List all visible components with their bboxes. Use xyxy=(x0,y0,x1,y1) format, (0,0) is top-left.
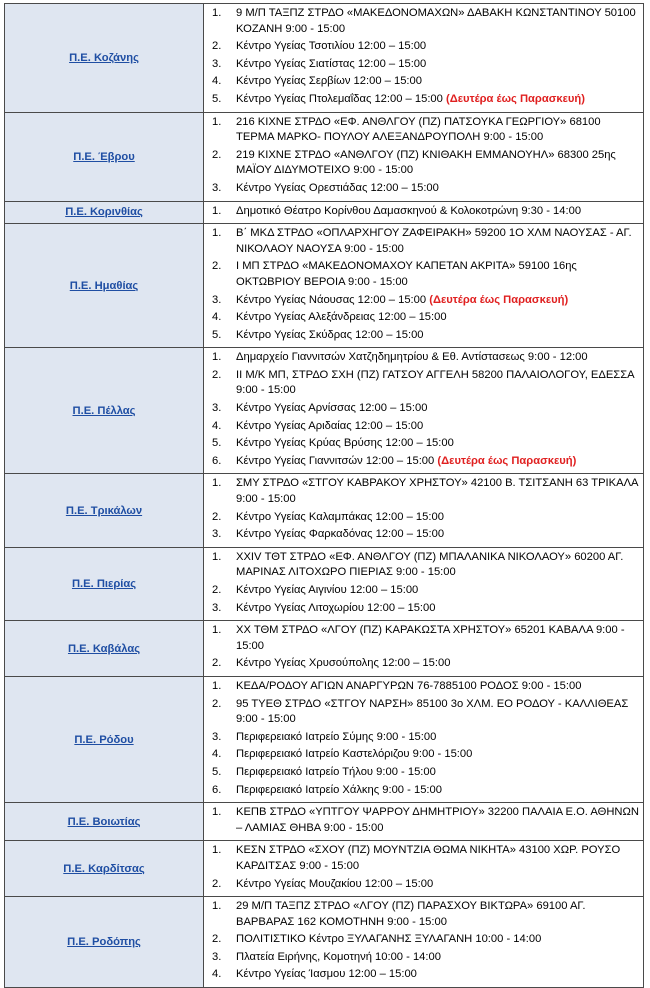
locations-cell xyxy=(204,348,644,474)
location-text: Κέντρο Υγείας Αριδαίας 12:00 – 15:00 xyxy=(236,419,424,432)
item-number: 1. xyxy=(212,624,222,637)
list-item xyxy=(208,476,639,507)
item-text-wrap xyxy=(236,74,639,90)
location-text: Περιφερειακό Ιατρείο Τήλου 9:00 - 15:00 xyxy=(236,765,436,778)
item-text-wrap xyxy=(236,747,639,763)
location-text: ΠΟΛΙΤΙΣΤΙΚΟ Κέντρο ΞΥΛΑΓΑΝΗΣ ΞΥΛΑΓΑΝΗ 10:00 - 14:00 xyxy=(236,933,542,946)
item-number: 2. xyxy=(212,368,222,381)
region-link[interactable]: Π.Ε. Κορινθίας xyxy=(65,206,143,219)
table-row xyxy=(5,803,644,841)
item-number: 5. xyxy=(212,765,222,778)
location-text: ΚΕΠΒ ΣΤΡΔΟ «ΥΠΤΓΟΥ ΨΑΡΡΟΥ ΔΗΜΗΤΡΙΟΥ» 32200 ΠΑΛΑΙΑ Ε.Ο. ΑΘΗΝΩΝ – ΛΑΜΙΑΣ ΘΗΒΑ 9:00 - 15:00 xyxy=(236,806,639,834)
region-link[interactable]: Π.Ε. Κοζάνης xyxy=(69,51,139,64)
location-text: Β΄ ΜΚΔ ΣΤΡΔΟ «ΟΠΛΑΡΧΗΓΟΥ ΖΑΦΕΙΡΑΚΗ» 59200 1Ο ΧΛΜ ΝΑΟΥΣΑΣ - ΑΓ. ΝΙΚΟΛΑΟΥ ΝΑΟΥΣΑ 9:00 - 15:00 xyxy=(236,227,632,255)
location-text: Πλατεία Ειρήνης, Κομοτηνή 10:00 - 14:00 xyxy=(236,950,441,963)
item-number: 5. xyxy=(212,92,222,105)
item-number: 1. xyxy=(212,844,222,857)
item-text-wrap xyxy=(236,57,639,73)
item-number: 3. xyxy=(212,181,222,194)
list-item xyxy=(208,368,639,399)
location-text: Κέντρο Υγείας Λιτοχωρίου 12:00 – 15:00 xyxy=(236,601,436,614)
locations-cell xyxy=(204,621,644,677)
item-number: 3. xyxy=(212,730,222,743)
item-number: 3. xyxy=(212,528,222,541)
location-text: Κέντρο Υγείας Ίασμου 12:00 – 15:00 xyxy=(236,968,417,981)
region-link[interactable]: Π.Ε. Πέλλας xyxy=(72,404,136,417)
table-row xyxy=(5,841,644,897)
table-row xyxy=(5,547,644,620)
item-number: 1. xyxy=(212,550,222,563)
item-number: 1. xyxy=(212,806,222,819)
location-text: Κέντρο Υγείας Μουζακίου 12:00 – 15:00 xyxy=(236,877,434,890)
weekday-note: (Δευτέρα έως Παρασκευή) xyxy=(445,92,585,105)
region-link[interactable]: Π.Ε. Καρδίτσας xyxy=(63,862,145,875)
location-text: Κέντρο Υγείας Νάουσας 12:00 – 15:00 xyxy=(236,293,430,306)
location-text: ΧΧΙV ΤΘΤ ΣΤΡΔΟ «ΕΦ. ΑΝΘΛΓΟΥ (ΠΖ) ΜΠΑΛΑΝΙΚΑ ΝΙΚΟΛΑΟΥ» 60200 ΑΓ. ΜΑΡΙΝΑΣ ΛΙΤΟΧΩΡΟ ΠΙΕΡΙΑΣ 9:00 - 15:00 xyxy=(236,550,624,579)
list-item xyxy=(208,730,639,746)
list-item xyxy=(208,783,639,799)
location-text: Κέντρο Υγείας Σκύδρας 12:00 – 15:00 xyxy=(236,328,424,341)
list-item xyxy=(208,419,639,435)
item-text-wrap xyxy=(236,368,639,399)
region-link[interactable]: Π.Ε. Ροδόπης xyxy=(67,936,141,949)
item-text-wrap xyxy=(236,148,639,179)
region-link[interactable]: Π.Ε. Έβρου xyxy=(73,150,135,163)
list-item xyxy=(208,226,639,257)
weekday-note: (Δευτέρα έως Παρασκευή) xyxy=(429,293,569,306)
location-text: Δημαρχείο Γιαννιτσών Χατζηδημητρίου & Εθ. Αντίστασεως 9:00 - 12:00 xyxy=(236,351,588,364)
locations-cell xyxy=(204,803,644,841)
item-text-wrap xyxy=(236,601,639,617)
list-item xyxy=(208,843,639,874)
list-item xyxy=(208,601,639,617)
item-number: 3. xyxy=(212,601,222,614)
item-number: 6. xyxy=(212,454,222,467)
table-row xyxy=(5,474,644,547)
item-text-wrap xyxy=(236,115,639,146)
location-text: Περιφερειακό Ιατρείο Καστελόριζου 9:00 - 15:00 xyxy=(236,748,473,761)
item-text-wrap xyxy=(236,350,639,366)
item-text-wrap xyxy=(236,805,639,836)
location-text: ΙΙ Μ/Κ ΜΠ, ΣΤΡΔΟ ΣΧΗ (ΠΖ) ΓΑΤΣΟΥ ΑΓΓΕΛΗ 58200 ΠΑΛΑΙΟΛΟΓΟΥ, ΕΔΕΣΣΑ 9:00 - 15:00 xyxy=(236,368,634,397)
locations-cell xyxy=(204,112,644,201)
region-link[interactable]: Π.Ε. Τρικάλων xyxy=(65,504,143,517)
list-item xyxy=(208,950,639,966)
location-text: Κέντρο Υγείας Χρυσούπολης 12:00 – 15:00 xyxy=(236,657,451,670)
item-text-wrap xyxy=(236,527,639,543)
region-link[interactable]: Π.Ε. Πιερίας xyxy=(71,578,137,590)
region-cell xyxy=(5,841,204,897)
item-number: 3. xyxy=(212,293,222,306)
item-text-wrap xyxy=(236,6,639,37)
list-item xyxy=(208,181,639,197)
location-text: Κέντρο Υγείας Σερβίων 12:00 – 15:00 xyxy=(236,75,422,88)
region-link[interactable]: Π.Ε. Βοιωτίας xyxy=(67,815,141,828)
region-cell xyxy=(5,474,204,547)
item-text-wrap xyxy=(236,656,639,672)
item-text-wrap xyxy=(236,899,639,930)
item-text-wrap xyxy=(236,204,639,220)
item-number: 1. xyxy=(212,7,222,19)
item-text-wrap xyxy=(236,765,639,781)
item-number: 2. xyxy=(212,933,222,946)
item-number: 4. xyxy=(212,748,222,761)
item-text-wrap xyxy=(236,730,639,746)
region-cell xyxy=(5,621,204,677)
item-number: 2. xyxy=(212,657,222,670)
table-row xyxy=(5,4,644,113)
region-cell xyxy=(5,348,204,474)
location-text: 9 Μ/Π ΤΑΞΠΖ ΣΤΡΔΟ «ΜΑΚΕΔΟΝΟΜΑΧΩΝ» ΔΑΒΑΚΗ ΚΩΝΣΤΑΝΤΙΝΟΥ 50100 ΚΟΖΑΝΗ 9:00 - 15:00 xyxy=(236,7,636,35)
item-number: 5. xyxy=(212,437,222,450)
table-row xyxy=(5,348,644,474)
location-text: 216 ΚΙΧΝΕ ΣΤΡΔΟ «ΕΦ. ΑΝΘΛΓΟΥ (ΠΖ) ΠΑΤΣΟΥΚΑ ΓΕΩΡΓΙΟΥ» 68100 ΤΕΡΜΑ ΜΑΡΚΟ- ΠΟΥΛΟΥ ΑΛΕΞΑΝΔΡΟΥΠΟΛΗ 9:00 - 15:00 xyxy=(236,115,601,144)
location-text: ΧΧ ΤΘΜ ΣΤΡΔΟ «ΛΓΟΥ (ΠΖ) ΚΑΡΑΚΩΣΤΑ ΧΡΗΣΤΟΥ» 65201 ΚΑΒΑΛΑ 9:00 - 15:00 xyxy=(236,624,625,652)
table-row xyxy=(5,201,644,224)
item-text-wrap xyxy=(236,510,639,526)
location-text: Κέντρο Υγείας Αιγινίου 12:00 – 15:00 xyxy=(236,584,419,596)
location-text: ΚΕΣΝ ΣΤΡΔΟ «ΣΧΟΥ (ΠΖ) ΜΟΥΝΤΖΙΑ ΘΩΜΑ ΝΙΚΗΤΑ» 43100 ΧΩΡ. ΡΟΥΣΟ ΚΑΡΔΙΤΣΑΣ 9:00 - 15:00 xyxy=(236,844,621,872)
list-item xyxy=(208,259,639,290)
item-text-wrap xyxy=(236,454,639,470)
location-text: Κέντρο Υγείας Ορεστιάδας 12:00 – 15:00 xyxy=(236,181,439,194)
item-number: 2. xyxy=(212,510,222,523)
item-number: 6. xyxy=(212,783,222,796)
list-item xyxy=(208,328,639,344)
region-cell xyxy=(5,224,204,348)
item-number: 2. xyxy=(212,148,222,161)
list-item xyxy=(208,510,639,526)
list-item xyxy=(208,92,639,108)
location-text: Κέντρο Υγείας Σιατίστας 12:00 – 15:00 xyxy=(236,57,427,70)
region-cell xyxy=(5,547,204,620)
list-item xyxy=(208,747,639,763)
list-item xyxy=(208,204,639,220)
locations-cell xyxy=(204,547,644,620)
locations-cell xyxy=(204,474,644,547)
item-number: 4. xyxy=(212,75,222,88)
list-item xyxy=(208,6,639,37)
item-text-wrap xyxy=(236,697,639,728)
location-text: Κέντρο Υγείας Γιαννιτσών 12:00 – 15:00 xyxy=(236,454,438,467)
item-number: 1. xyxy=(212,477,222,490)
list-item xyxy=(208,293,639,309)
locations-cell xyxy=(204,897,644,988)
region-cell xyxy=(5,112,204,201)
location-text: Κέντρο Υγείας Καλαμπάκας 12:00 – 15:00 xyxy=(236,510,444,523)
item-text-wrap xyxy=(236,843,639,874)
region-link[interactable]: Π.Ε. Ρόδου xyxy=(74,733,134,746)
location-text: 29 Μ/Π ΤΑΞΠΖ ΣΤΡΔΟ «ΛΓΟΥ (ΠΖ) ΠΑΡΑΣΧΟΥ ΒΙΚΤΩΡΑ» 69100 ΑΓ. ΒΑΡΒΑΡΑΣ 162 ΚΟΜΟΤΗΝΗ 9:00 - 15:00 xyxy=(236,900,586,928)
location-text: Κέντρο Υγείας Φαρκαδόνας 12:00 – 15:00 xyxy=(236,528,445,541)
location-text: Δημοτικό Θέατρο Κορίνθου Δαμασκηνού & Κολοκοτρώνη 9:30 - 14:00 xyxy=(236,204,582,217)
item-text-wrap xyxy=(236,226,639,257)
item-number: 1. xyxy=(212,679,222,692)
table-row xyxy=(5,621,644,677)
list-item xyxy=(208,39,639,55)
item-text-wrap xyxy=(236,293,639,309)
region-cell xyxy=(5,897,204,988)
item-number: 2. xyxy=(212,584,222,596)
item-text-wrap xyxy=(236,436,639,452)
item-number: 5. xyxy=(212,328,222,341)
location-text: Περιφερειακό Ιατρείο Χάλκης 9:00 - 15:00 xyxy=(236,783,442,796)
item-text-wrap xyxy=(236,623,639,654)
list-item xyxy=(208,527,639,543)
region-link[interactable]: Π.Ε. Ημαθίας xyxy=(69,279,139,292)
item-number: 3. xyxy=(212,57,222,70)
location-text: ΣΜΥ ΣΤΡΔΟ «ΣΤΓΟΥ ΚΑΒΡΑΚΟΥ ΧΡΗΣΤΟΥ» 42100 Β. ΤΣΙΤΣΑΝΗ 63 ΤΡΙΚΑΛΑ 9:00 - 15:00 xyxy=(236,477,638,506)
region-cell xyxy=(5,201,204,224)
item-text-wrap xyxy=(236,877,639,893)
item-text-wrap xyxy=(236,967,639,983)
location-text: Περιφερειακό Ιατρείο Σύμης 9:00 - 15:00 xyxy=(236,730,437,743)
location-text: Κέντρο Υγείας Αρνίσσας 12:00 – 15:00 xyxy=(236,402,428,415)
location-text: Ι ΜΠ ΣΤΡΔΟ «ΜΑΚΕΔΟΝΟΜΑΧΟΥ ΚΑΠΕΤΑΝ ΑΚΡΙΤΑ» 59100 16ης ΟΚΤΩΒΡΙΟΥ ΒΕΡΟΙΑ 9:00 - 15:00 xyxy=(236,260,577,288)
item-text-wrap xyxy=(236,39,639,55)
list-item xyxy=(208,436,639,452)
item-number: 1. xyxy=(212,115,222,128)
weekday-note: (Δευτέρα έως Παρασκευή) xyxy=(437,454,577,467)
item-text-wrap xyxy=(236,401,639,417)
list-item xyxy=(208,623,639,654)
table-row xyxy=(5,897,644,988)
location-text: Κέντρο Υγείας Αλεξάνδρειας 12:00 – 15:00 xyxy=(236,311,447,324)
item-number: 4. xyxy=(212,968,222,981)
location-text: 219 ΚΙΧΝΕ ΣΤΡΔΟ «ΑΝΘΛΓΟΥ (ΠΖ) ΚΝΙΘΑΚΗ ΕΜΜΑΝΟΥΗΛ» 68300 25ης ΜΑΪΟΥ ΔΙΔΥΜΟΤΕΙΧΟ 9:00 - 15:00 xyxy=(236,148,616,177)
item-text-wrap xyxy=(236,419,639,435)
vaccination-points-table xyxy=(4,3,644,988)
item-number: 2. xyxy=(212,40,222,53)
list-item xyxy=(208,550,639,581)
list-item xyxy=(208,967,639,983)
item-text-wrap xyxy=(236,328,639,344)
list-item xyxy=(208,932,639,948)
item-text-wrap xyxy=(236,476,639,507)
list-item xyxy=(208,679,639,695)
item-text-wrap xyxy=(236,550,639,581)
item-number: 1. xyxy=(212,900,222,913)
table-row xyxy=(5,676,644,802)
list-item xyxy=(208,454,639,470)
list-item xyxy=(208,115,639,146)
item-number: 3. xyxy=(212,950,222,963)
item-number: 2. xyxy=(212,877,222,890)
location-text: Κέντρο Υγείας Κρύας Βρύσης 12:00 – 15:00 xyxy=(236,437,454,450)
item-number: 1. xyxy=(212,351,222,364)
list-item xyxy=(208,697,639,728)
item-text-wrap xyxy=(236,259,639,290)
list-item xyxy=(208,148,639,179)
location-text: 95 ΤΥΕΘ ΣΤΡΔΟ «ΣΤΓΟΥ ΝΑΡΣΗ» 85100 3ο ΧΛΜ. ΕΟ ΡΟΔΟΥ - ΚΑΛΛΙΘΕΑΣ 9:00 - 15:00 xyxy=(236,697,629,726)
list-item xyxy=(208,765,639,781)
item-number: 1. xyxy=(212,227,222,240)
locations-cell xyxy=(204,676,644,802)
item-text-wrap xyxy=(236,92,639,108)
item-number: 2. xyxy=(212,697,222,710)
table-body xyxy=(5,4,644,988)
list-item xyxy=(208,310,639,326)
item-number: 1. xyxy=(212,204,222,217)
list-item xyxy=(208,401,639,417)
item-text-wrap xyxy=(236,679,639,695)
location-text: Κέντρο Υγείας Τσοτιλίου 12:00 – 15:00 xyxy=(236,40,427,53)
list-item xyxy=(208,805,639,836)
locations-cell xyxy=(204,4,644,113)
item-text-wrap xyxy=(236,932,639,948)
item-text-wrap xyxy=(236,181,639,197)
location-text: Κέντρο Υγείας Πτολεμαΐδας 12:00 – 15:00 xyxy=(236,92,446,105)
item-text-wrap xyxy=(236,950,639,966)
item-number: 2. xyxy=(212,260,222,273)
list-item xyxy=(208,57,639,73)
locations-cell xyxy=(204,841,644,897)
list-item xyxy=(208,350,639,366)
list-item xyxy=(208,583,639,599)
item-number: 4. xyxy=(212,419,222,432)
locations-cell xyxy=(204,201,644,224)
item-text-wrap xyxy=(236,583,639,599)
locations-cell xyxy=(204,224,644,348)
region-cell xyxy=(5,803,204,841)
list-item xyxy=(208,899,639,930)
list-item xyxy=(208,877,639,893)
table-row xyxy=(5,112,644,201)
list-item xyxy=(208,656,639,672)
item-number: 4. xyxy=(212,311,222,324)
region-cell xyxy=(5,4,204,113)
region-link[interactable]: Π.Ε. Καβάλας xyxy=(67,642,141,655)
table-row xyxy=(5,224,644,348)
location-text: ΚΕΔΑ/ΡΟΔΟΥ ΑΓΙΩΝ ΑΝΑΡΓΥΡΩΝ 76-7885100 ΡΟΔΟΣ 9:00 - 15:00 xyxy=(236,679,582,692)
region-cell xyxy=(5,676,204,802)
item-text-wrap xyxy=(236,310,639,326)
item-text-wrap xyxy=(236,783,639,799)
item-number: 3. xyxy=(212,402,222,415)
list-item xyxy=(208,74,639,90)
